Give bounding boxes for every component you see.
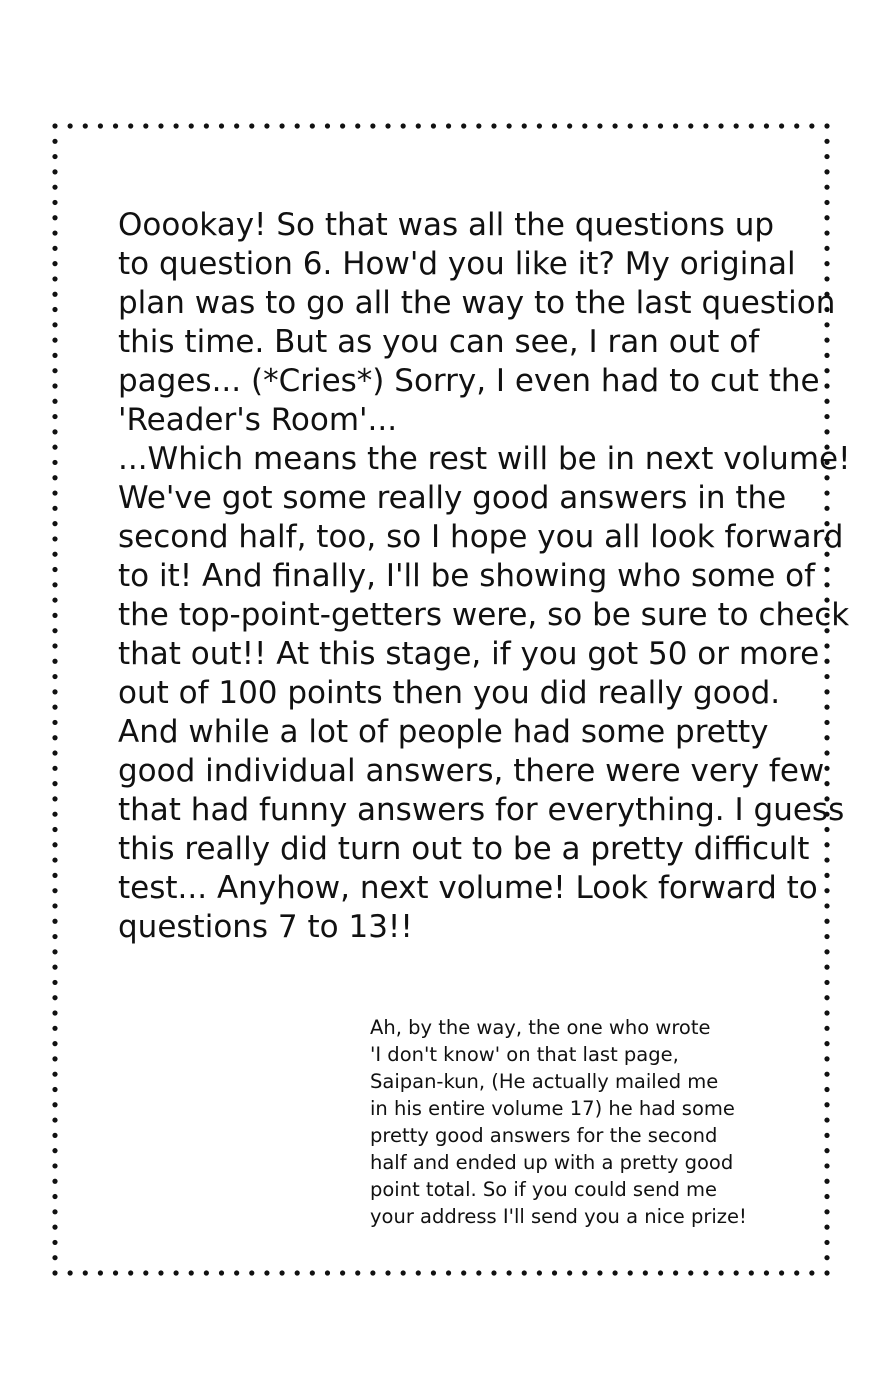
- text-line: this time. But as you can see, I ran out of: [118, 324, 760, 360]
- text-line: to question 6. How'd you like it? My original: [118, 246, 796, 282]
- note-line: your address I'll send you a nice prize!: [370, 1205, 747, 1228]
- text-line: plan was to go all the way to the last question: [118, 285, 836, 321]
- text-line: Ooookay! So that was all the questions up: [118, 207, 775, 243]
- paragraph-next-volume: [88, 440, 851, 713]
- text-line: questions 7 to 13!!: [118, 909, 413, 945]
- main-text-block: [88, 206, 851, 947]
- text-line: out of 100 points then you did really good.: [118, 675, 781, 711]
- text-line: to it! And finally, I'll be showing who some of: [118, 558, 816, 594]
- paragraph-closing: [88, 713, 845, 947]
- text-line: that had funny answers for everything. I guess: [118, 792, 845, 828]
- note-line: 'I don't know' on that last page,: [370, 1043, 679, 1066]
- side-note: [370, 1014, 810, 1230]
- text-line: this really did turn out to be a pretty difficult: [118, 831, 810, 867]
- text-line: test... Anyhow, next volume! Look forward to: [118, 870, 818, 906]
- note-line: in his entire volume 17) he had some: [370, 1097, 735, 1120]
- text-line: 'Reader's Room'...: [118, 402, 398, 438]
- note-line: point total. So if you could send me: [370, 1178, 718, 1201]
- text-line: good individual answers, there were very few: [118, 753, 825, 789]
- note-line: Ah, by the way, the one who wrote: [370, 1016, 711, 1039]
- note-line: pretty good answers for the second: [370, 1124, 718, 1147]
- paragraph-intro: [88, 206, 836, 440]
- text-line: pages... (*Cries*) Sorry, I even had to cut the: [118, 363, 820, 399]
- text-line: the top-point-getters were, so be sure to check: [118, 597, 850, 633]
- text-line: ...Which means the rest will be in next volume!: [118, 441, 851, 477]
- text-line: We've got some really good answers in the: [118, 480, 787, 516]
- text-line: second half, too, so I hope you all look forward: [118, 519, 844, 555]
- note-line: Saipan-kun, (He actually mailed me: [370, 1070, 719, 1093]
- note-line: half and ended up with a pretty good: [370, 1151, 734, 1174]
- text-line: that out!! At this stage, if you got 50 or more: [118, 636, 820, 672]
- text-line: And while a lot of people had some pretty: [118, 714, 769, 750]
